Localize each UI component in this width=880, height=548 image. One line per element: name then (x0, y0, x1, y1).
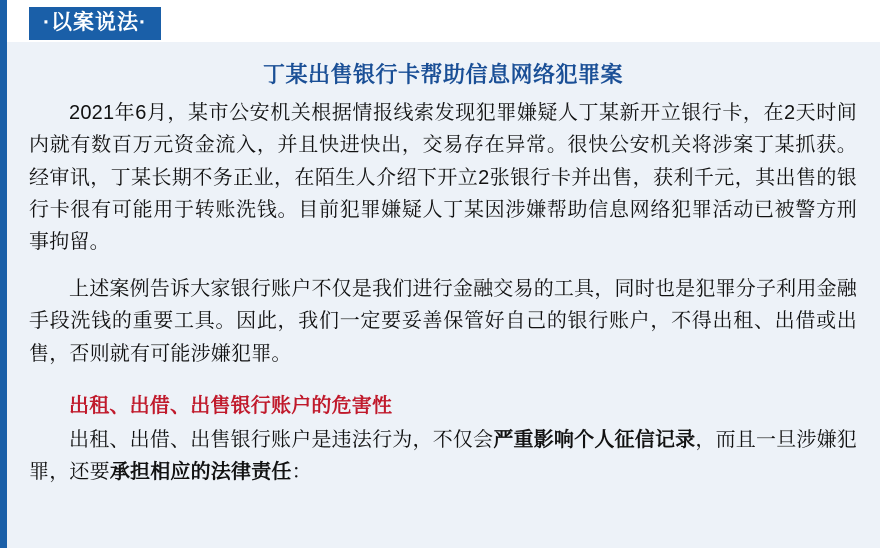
paragraph-lesson: 上述案例告诉大家银行账户不仅是我们进行金融交易的工具，同时也是犯罪分子利用金融手段洗钱的重要工具。因此，我们一定要妥善保管好自己的银行账户，不得出租、出借或出售，否则就有可能涉嫌犯罪。 (29, 277, 857, 365)
content-inner (29, 42, 857, 491)
legal-emphasis-credit: 严重影响个人征信记录 (493, 428, 696, 451)
legal-text-part3: ： (291, 461, 312, 484)
legal-text-part1: 出租、出借、出售银行账户是违法行为，不仅会 (69, 428, 494, 451)
document-title: 丁某出售银行卡帮助信息网络犯罪案 (262, 62, 623, 87)
content-panel (7, 42, 880, 548)
header-band (7, 0, 880, 42)
section-tag: ·以案说法· (29, 7, 161, 40)
legal-emphasis-liability: 承担相应的法律责任 (109, 461, 292, 484)
subsection-heading-harms: 出租、出借、出售银行账户的危害性 (69, 394, 393, 417)
left-accent-rule (0, 0, 7, 548)
paragraph-case-description: 2021年6月，某市公安机关根据情报线索发现犯罪嫌疑人丁某新开立银行卡，在2天时间内就有数百万元资金流入，并且快进快出，交易存在异常。很快公安机关将涉案丁某抓获。经审讯，丁某长期不务正业，在陌生人介绍下开立2张银行卡并出售，获利千元，其出售的银行卡很有可能用于转账洗钱。目前犯罪嫌疑人丁某因涉嫌帮助信息网络犯罪活动已被警方刑事拘留。 (29, 101, 857, 254)
legal-text-part2: ，而且一旦涉嫌犯罪，还要 (29, 428, 858, 484)
paragraph-legal-consequences (29, 424, 857, 489)
